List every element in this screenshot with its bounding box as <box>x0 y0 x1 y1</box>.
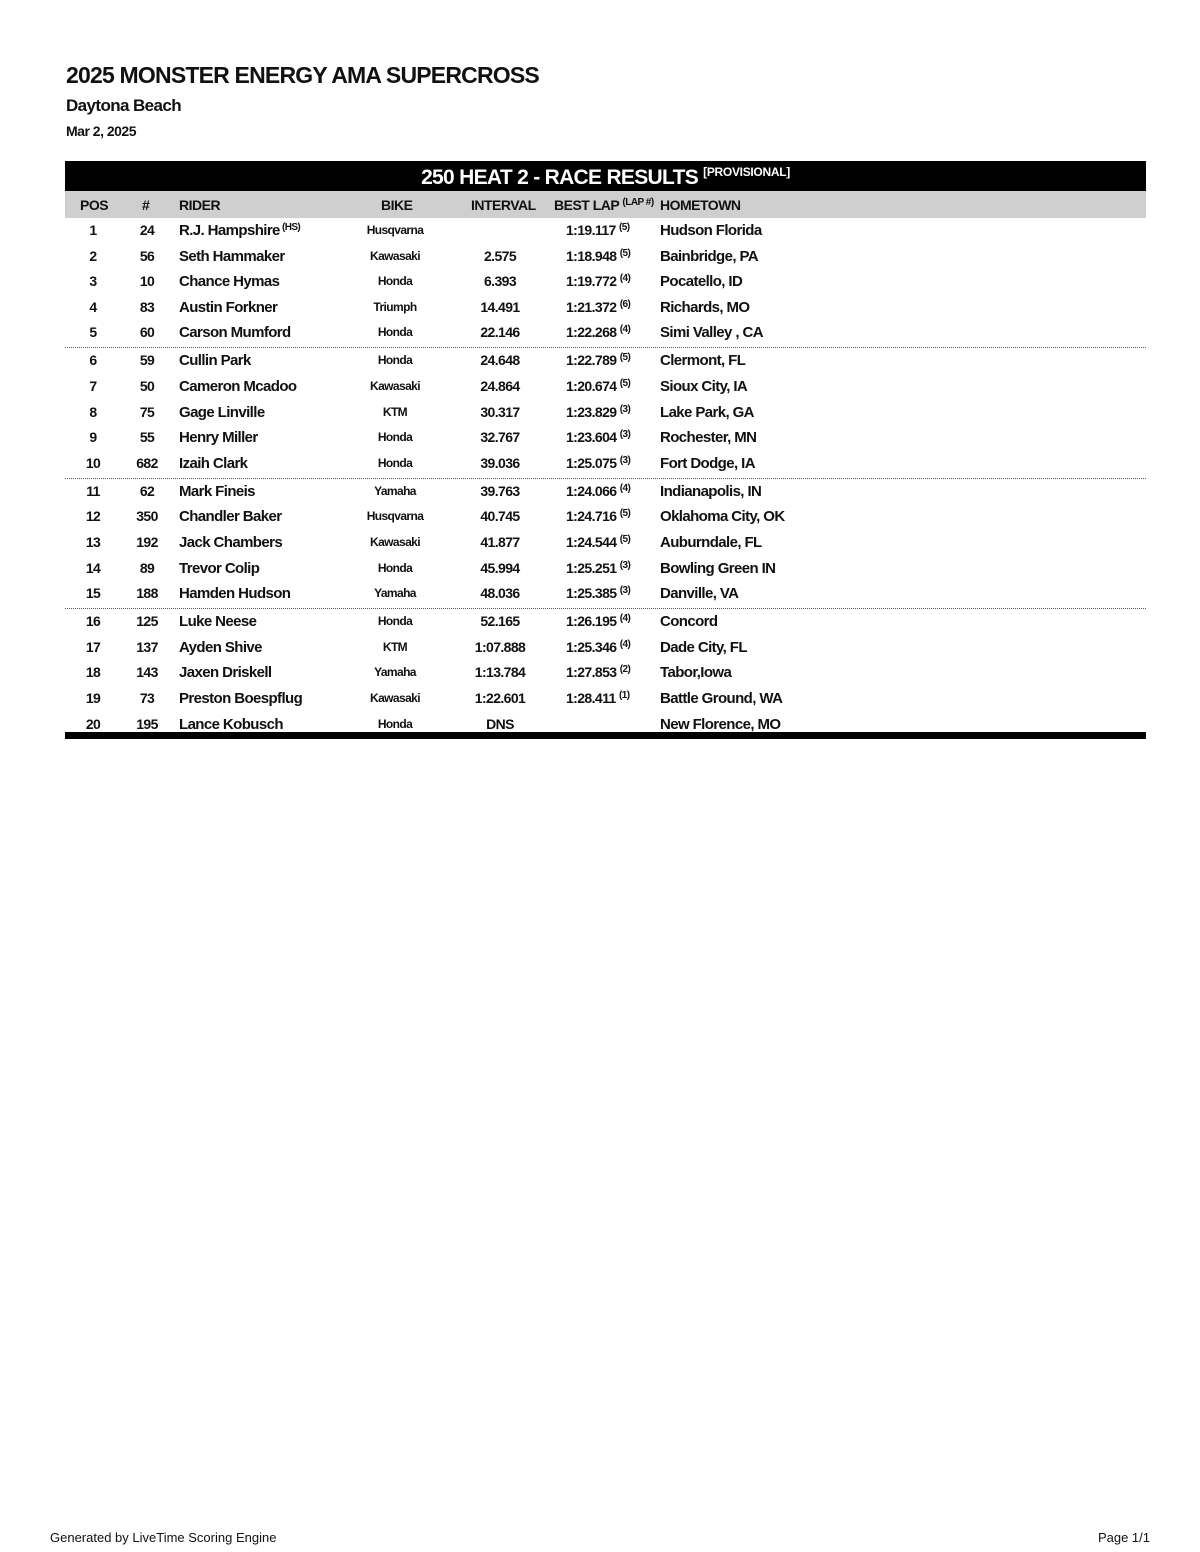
position-cell: 2 <box>89 247 97 264</box>
bike-cell: Honda <box>377 274 413 289</box>
rider-name: Cameron Mcadoo <box>179 377 297 395</box>
header-hometown: HOMETOWN <box>660 197 741 213</box>
rider-number-cell: 59 <box>139 352 155 369</box>
interval-cell: 41.877 <box>480 533 520 550</box>
rider-name: Trevor Colip <box>179 559 260 577</box>
hometown-cell: New Florence, MO <box>660 715 781 733</box>
rider-number-cell: 125 <box>136 613 158 630</box>
interval-cell: DNS <box>486 715 514 732</box>
rider-name-cell <box>179 374 296 402</box>
best-lap-time: 1:28.411 <box>566 689 616 706</box>
header-lap-number: (LAP #) <box>622 197 654 208</box>
rider-name-cell <box>179 218 300 246</box>
table-header <box>65 191 1146 218</box>
rider-number-cell: 73 <box>139 689 155 706</box>
hometown-cell: Fort Dodge, IA <box>660 454 755 472</box>
rider-number-cell: 10 <box>139 273 155 290</box>
best-lap-cell <box>566 581 630 609</box>
rider-name-cell <box>179 400 265 428</box>
table-row <box>65 504 1146 530</box>
best-lap-time: 1:19.772 <box>566 273 617 290</box>
best-lap-time: 1:27.853 <box>566 664 617 681</box>
table-row <box>65 374 1146 400</box>
best-lap-time: 1:25.251 <box>566 559 617 576</box>
interval-cell: 48.036 <box>480 585 520 602</box>
position-cell: 1 <box>89 222 97 238</box>
best-lap-number: (3) <box>619 559 631 571</box>
bike-cell: KTM <box>382 404 408 419</box>
best-lap-number: (2) <box>619 664 631 676</box>
event-date: Mar 2, 2025 <box>66 123 136 139</box>
best-lap-time: 1:23.829 <box>566 403 617 420</box>
table-row <box>65 269 1146 295</box>
rider-name-cell <box>179 451 247 479</box>
position-cell: 11 <box>86 482 100 499</box>
best-lap-cell <box>566 556 630 584</box>
rider-name-cell <box>179 556 259 584</box>
rider-name-cell <box>179 320 291 348</box>
hometown-cell: Bainbridge, PA <box>660 247 758 265</box>
best-lap-cell <box>566 320 630 348</box>
best-lap-number: (3) <box>619 403 631 415</box>
hometown-cell: Sioux City, IA <box>660 377 748 395</box>
best-lap-cell <box>566 425 630 453</box>
rider-number-cell: 137 <box>136 638 158 655</box>
best-lap-cell <box>566 244 630 272</box>
hometown-cell: Dade City, FL <box>660 638 747 656</box>
results-table <box>65 218 1146 737</box>
hometown-cell: Concord <box>660 613 718 631</box>
table-row <box>65 635 1146 661</box>
rider-name: Izaih Clark <box>179 454 248 472</box>
interval-cell: 52.165 <box>480 613 520 630</box>
hometown-cell: Bowling Green IN <box>660 559 776 577</box>
venue-name: Daytona Beach <box>66 96 182 115</box>
best-lap-time: 1:24.544 <box>566 533 617 550</box>
best-lap-number: (5) <box>619 352 631 364</box>
best-lap-number: (4) <box>619 482 631 494</box>
best-lap-number: (4) <box>619 613 631 625</box>
best-lap-number: (4) <box>619 273 631 285</box>
position-cell: 18 <box>85 664 101 681</box>
footer-page-number: Page 1/1 <box>1097 1530 1150 1545</box>
best-lap-cell <box>566 686 629 714</box>
hometown-cell: Oklahoma City, OK <box>660 508 785 526</box>
header-pos: POS <box>80 197 109 213</box>
rider-name: Ayden Shive <box>179 638 262 656</box>
table-row <box>65 530 1146 556</box>
table-row <box>65 400 1146 426</box>
position-cell: 9 <box>89 429 97 446</box>
rider-name: Carson Mumford <box>179 324 291 342</box>
table-row <box>65 451 1146 479</box>
rider-number-cell: 192 <box>136 533 158 550</box>
rider-name-cell <box>179 581 290 609</box>
position-cell: 7 <box>89 377 97 394</box>
rider-name-cell <box>179 244 285 272</box>
table-bottom-rule <box>65 732 1146 739</box>
rider-name-cell <box>179 660 272 688</box>
best-lap-number: (5) <box>619 377 631 389</box>
rider-number-cell: 188 <box>136 585 158 602</box>
interval-cell: 22.146 <box>480 324 520 341</box>
interval-cell: 39.763 <box>480 482 520 499</box>
rider-name: Mark Fineis <box>179 482 255 500</box>
interval-cell: 40.745 <box>480 508 520 525</box>
best-lap-time: 1:25.075 <box>566 454 617 471</box>
rider-name: Chandler Baker <box>179 508 282 526</box>
document-title: 2025 MONSTER ENERGY AMA SUPERCROSS <box>66 62 539 88</box>
rider-number-cell: 682 <box>136 454 158 471</box>
bike-cell: Kawasaki <box>370 690 420 705</box>
rider-name-cell <box>179 425 258 453</box>
best-lap-time: 1:24.066 <box>566 482 617 499</box>
position-cell: 4 <box>89 298 97 315</box>
interval-cell: 1:07.888 <box>474 638 526 655</box>
rider-number-cell: 195 <box>136 715 158 732</box>
best-lap-number: (3) <box>619 429 631 441</box>
hometown-cell: Battle Ground, WA <box>660 689 783 707</box>
best-lap-number: (5) <box>619 533 631 545</box>
rider-number-cell: 62 <box>139 482 155 499</box>
bike-cell: Husqvarna <box>366 223 424 237</box>
table-row <box>65 556 1146 582</box>
bike-cell: KTM <box>382 639 408 654</box>
rider-name: Cullin Park <box>179 352 251 370</box>
bike-cell: Honda <box>377 560 413 575</box>
bike-cell: Yamaha <box>374 586 416 601</box>
bike-cell: Yamaha <box>374 665 416 680</box>
best-lap-number: (5) <box>619 508 631 520</box>
position-cell: 8 <box>89 403 97 420</box>
best-lap-cell <box>566 451 630 479</box>
rider-name-cell <box>179 479 255 507</box>
table-row <box>65 609 1146 635</box>
bike-cell: Kawasaki <box>370 248 420 263</box>
best-lap-cell <box>566 609 630 637</box>
table-row <box>65 295 1146 321</box>
interval-cell: 14.491 <box>480 298 520 315</box>
best-lap-cell <box>566 635 630 663</box>
rider-name-cell <box>179 348 251 376</box>
best-lap-number: (6) <box>619 298 631 310</box>
position-cell: 16 <box>85 613 101 630</box>
bike-cell: Honda <box>377 716 413 731</box>
table-row <box>65 425 1146 451</box>
position-cell: 14 <box>85 559 101 576</box>
rider-name-cell <box>179 504 281 532</box>
best-lap-time: 1:26.195 <box>566 613 617 630</box>
best-lap-cell <box>566 295 630 323</box>
bike-cell: Triumph <box>373 299 417 314</box>
best-lap-number: (3) <box>619 585 631 597</box>
rider-number-cell: 60 <box>139 324 155 341</box>
rider-number-cell: 50 <box>139 377 155 394</box>
interval-cell: 39.036 <box>480 454 520 471</box>
best-lap-time: 1:23.604 <box>566 429 617 446</box>
bike-cell: Husqvarna <box>366 509 424 524</box>
best-lap-cell <box>566 218 629 246</box>
best-lap-cell <box>566 374 630 402</box>
best-lap-number: (3) <box>619 454 631 466</box>
position-cell: 12 <box>85 508 101 525</box>
best-lap-cell <box>566 400 630 428</box>
best-lap-number: (5) <box>619 222 630 233</box>
bike-cell: Honda <box>377 430 413 445</box>
best-lap-cell <box>566 479 630 507</box>
rider-tag: (HS) <box>279 222 301 233</box>
hometown-cell: Danville, VA <box>660 585 739 603</box>
interval-cell: 32.767 <box>480 429 520 446</box>
position-cell: 5 <box>89 324 97 341</box>
rider-name-cell <box>179 686 302 714</box>
rider-name-cell <box>179 635 262 663</box>
position-cell: 15 <box>85 585 101 602</box>
best-lap-number: (1) <box>619 689 630 701</box>
bike-cell: Yamaha <box>374 483 416 498</box>
rider-number-cell: 350 <box>136 508 158 525</box>
position-cell: 6 <box>89 352 97 369</box>
position-cell: 13 <box>85 533 101 550</box>
best-lap-number: (4) <box>619 638 631 650</box>
bike-cell: Honda <box>377 353 413 368</box>
hometown-cell: Indianapolis, IN <box>660 482 762 500</box>
rider-name: Hamden Hudson <box>179 585 291 603</box>
best-lap-time: 1:25.346 <box>566 638 617 655</box>
rider-number-cell: 83 <box>139 298 155 315</box>
interval-cell: 45.994 <box>480 559 520 576</box>
hometown-cell: Auburndale, FL <box>660 533 762 551</box>
best-lap-cell <box>566 348 630 376</box>
best-lap-time: 1:22.268 <box>566 324 617 341</box>
hometown-cell: Hudson Florida <box>660 222 762 239</box>
interval-cell: 1:22.601 <box>474 689 526 706</box>
best-lap-number: (4) <box>619 324 631 336</box>
bike-cell: Kawasaki <box>370 378 420 393</box>
position-cell: 19 <box>85 689 101 706</box>
table-row <box>65 660 1146 686</box>
hometown-cell: Simi Valley , CA <box>660 324 763 342</box>
hometown-cell: Rochester, MN <box>660 429 757 447</box>
hometown-cell: Richards, MO <box>660 298 750 316</box>
rider-number-cell: 24 <box>139 222 155 238</box>
best-lap-number: (5) <box>619 247 631 259</box>
hometown-cell: Tabor,Iowa <box>660 664 732 682</box>
position-cell: 17 <box>85 638 101 655</box>
rider-name: Gage Linville <box>179 403 265 421</box>
rider-name: Henry Miller <box>179 429 258 447</box>
rider-number-cell: 55 <box>139 429 155 446</box>
header-rider: RIDER <box>179 197 221 213</box>
table-row <box>65 581 1146 609</box>
position-cell: 10 <box>85 454 101 471</box>
best-lap-cell <box>566 269 630 297</box>
best-lap-cell <box>566 660 630 688</box>
rider-name: Jack Chambers <box>179 533 283 551</box>
hometown-cell: Clermont, FL <box>660 352 746 370</box>
rider-name-cell <box>179 609 256 637</box>
rider-name: Seth Hammaker <box>179 247 285 265</box>
header-number: # <box>142 197 150 213</box>
best-lap-cell <box>566 530 630 558</box>
provisional-tag: [PROVISIONAL] <box>703 165 790 179</box>
bike-cell: Honda <box>377 455 413 470</box>
rider-number-cell: 143 <box>136 664 158 681</box>
best-lap-time: 1:20.674 <box>566 377 617 394</box>
bike-cell: Honda <box>377 325 413 340</box>
table-row <box>65 479 1146 505</box>
best-lap-time: 1:24.716 <box>566 508 617 525</box>
rider-number-cell: 56 <box>139 247 155 264</box>
rider-name-cell <box>179 269 279 297</box>
table-row <box>65 244 1146 270</box>
rider-name: Luke Neese <box>179 613 257 631</box>
rider-name: Jaxen Driskell <box>179 664 272 682</box>
rider-name: R.J. Hampshire <box>179 222 280 239</box>
rider-number-cell: 89 <box>139 559 155 576</box>
rider-name: Chance Hymas <box>179 273 280 291</box>
interval-cell: 2.575 <box>483 247 517 264</box>
best-lap-time: 1:25.385 <box>566 585 617 602</box>
results-banner <box>65 161 1146 191</box>
best-lap-time: 1:22.789 <box>566 352 617 369</box>
banner-title: 250 HEAT 2 - RACE RESULTS <box>421 166 699 189</box>
interval-cell: 24.648 <box>480 352 520 369</box>
rider-name-cell <box>179 295 277 323</box>
header-bike: BIKE <box>381 197 413 213</box>
interval-cell: 1:13.784 <box>474 664 526 681</box>
best-lap-cell <box>566 504 630 532</box>
interval-cell: 6.393 <box>483 273 517 290</box>
interval-cell: 30.317 <box>480 403 520 420</box>
rider-name: Lance Kobusch <box>179 715 283 733</box>
table-row <box>65 320 1146 348</box>
best-lap-time: 1:18.948 <box>566 247 617 264</box>
position-cell: 3 <box>89 273 97 290</box>
bike-cell: Honda <box>377 614 413 629</box>
hometown-cell: Lake Park, GA <box>660 403 754 421</box>
header-best-lap-label: BEST LAP <box>554 197 619 213</box>
footer-generated: Generated by LiveTime Scoring Engine <box>50 1530 277 1545</box>
rider-name: Preston Boespflug <box>179 689 303 707</box>
header-interval: INTERVAL <box>471 197 536 213</box>
best-lap-time: 1:19.117 <box>566 222 616 238</box>
table-row <box>65 218 1146 244</box>
interval-cell: 24.864 <box>480 377 520 394</box>
position-cell: 20 <box>85 715 101 732</box>
table-row <box>65 348 1146 374</box>
rider-number-cell: 75 <box>139 403 155 420</box>
rider-name: Austin Forkner <box>179 298 278 316</box>
bike-cell: Kawasaki <box>370 534 420 549</box>
hometown-cell: Pocatello, ID <box>660 273 743 291</box>
table-row <box>65 686 1146 712</box>
best-lap-time: 1:21.372 <box>566 298 617 315</box>
rider-name-cell <box>179 530 282 558</box>
